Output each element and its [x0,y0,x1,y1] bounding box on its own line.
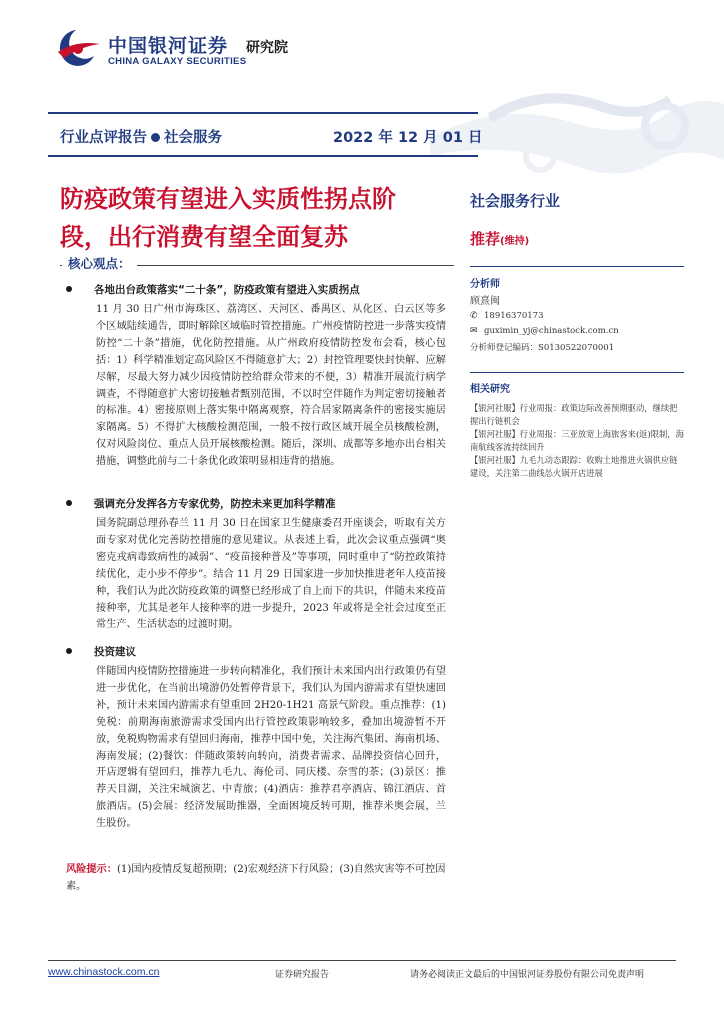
galaxy-logo-icon [48,26,104,70]
core-view-label: 核心观点： [62,254,137,272]
header-band-top [48,112,478,114]
related-research-item[interactable]: 【银河社服】九毛九动态跟踪：收购土地推进火锅供应链建设，关注第二曲线怂火锅开店进展 [470,455,678,478]
section-heading: 投资建议 [66,644,136,659]
report-type: 行业点评报告 社会服务 [60,130,222,146]
section-heading: 强调充分发挥各方专家优势，防控未来更加科学精准 [66,496,336,511]
analyst-name: 顾熹闽 [470,296,500,307]
mail-icon: ✉ [470,326,478,336]
section-body: 国务院副总理孙春兰 11 月 30 日在国家卫生健康委召开座谈会，听取有关方面专家对优化完善防控措施的意见建议。从表述上看，此次会议重点强调“奥密克戎病毒致病性的减弱”、“疫苗接种普及”等事项，同时重申了“防控政策持续优化，走小步不停步”。结合 11 月 29 日国家进一步加快推进老年人疫苗接种，我们认为此次防疫政策的调整已经形成了自上而下的共识，伴随未来疫苗接种率，尤其是老年人接种率的进一步提升，2023 年或将是全社会过度至正常生产、生活状态的过渡时期。 [96,518,446,631]
bullet-dot-icon [151,133,160,142]
brand-name-en: CHINA GALAXY SECURITIES [108,56,247,67]
section-body: 11 月 30 日广州市海珠区、荔湾区、天河区、番禺区、从化区、白云区等多个区域陆续通告，即时解除区域临时管控措施。广州疫情防控进一步落实疫情防控“二十条”措施，优化防控措施。从广州政府疫情防控发布会看，核心包括：1）科学精准划定高风险区不得随意扩大；2）封控管理要快封快解、应解尽解，尽最大努力减少因疫情防控给群众带来的不便，3）精准开展流行病学调查，不得随意扩大密切接触者甄别范围，不以时空伴随作为判定密切接触者的标准。4）密接原则上落实集中隔离观察，符合居家隔离条件的密接实施居家隔离。5）不得扩大核酸检测范围，一般不按行政区域开展全员核酸检测，仅对风险岗位、重点人员开展核酸检测。随后，深圳、成都等多地亦出台相关措施，调整此前与二十条优化政策明显相违背的措施。 [96,304,446,468]
footer-label: 证券研究报告 [275,970,330,980]
analyst-email[interactable]: ✉ guximin_yj@chinastock.com.cn [470,326,619,336]
header-band-bottom [48,155,478,157]
industry-name: 社会服务行业 [470,192,561,210]
related-research-list [470,402,684,480]
risk-warning: 风险提示：(1)国内疫情反复超预期；(2)宏观经济下行风险；(3)自然灾害等不可控因素。 [66,864,446,892]
related-research-heading: 相关研究 [470,384,510,395]
report-date: 2022 年 12 月 01 日 [333,130,483,146]
related-research-item[interactable]: 【银河社服】行业周报：政策边际改善预期驱动，继续把握出行链机会 [470,403,678,426]
bullet-dot-icon [66,500,72,506]
report-title: 防疫政策有望进入实质性拐点阶段，出行消费有望全面复苏 [60,185,396,251]
footer-divider [48,960,676,961]
sidebar-divider [470,372,684,373]
section-heading: 各地出台政策落实“二十条”，防疫政策有望进入实质拐点 [66,282,360,297]
institute-label: 研究院 [246,40,288,56]
analyst-cert: 分析师登记编码：S0130522070001 [470,343,615,353]
footer-disclaimer: 请务必阅读正文最后的中国银河证券股份有限公司免责声明 [410,970,645,980]
section-body: 伴随国内疫情防控措施进一步转向精准化，我们预计未来国内出行政策仍有望进一步优化，在当前出境游仍处暂停背景下，我们认为国内游需求有望快速回补，预计未来国内游需求有望重回 2H20-1H21 高景气阶段。重点推荐：(1)免税：前期海南旅游需求受国内出行管控政策影响较多，叠加出境游暂不开放，免税购物需求有望回归海南，推荐中国中免，关注海汽集团、海南机场、海南发展；(2)餐饮：伴随政策转向转向，消费者需求、品牌投资信心回升，开店逻辑有望回归，推荐九毛九、海伦司、同庆楼、奈雪的茶；(3)景区：推荐天目湖，关注宋城演艺、中青旅；(4)酒店：推荐君亭酒店、锦江酒店、首旅酒店。(5)会展：经济发展助推器，全面困境反转可期，推荐米奥会展，兰生股份。 [96,666,446,830]
bullet-dot-icon [66,648,72,654]
analyst-phone: ✆ 18916370173 [470,311,544,321]
rating-badge: 推荐(维持) [470,230,530,248]
footer-website-link[interactable]: www.chinastock.com.cn [48,966,160,978]
bullet-dot-icon [66,286,72,292]
analyst-heading: 分析师 [470,279,500,290]
related-research-item[interactable]: 【银河社服】行业周报：三亚放宽上海旅客来(返)限制，海南航线客流持续回升 [470,429,684,452]
brand-name-cn: 中国银河证券 [108,35,229,57]
phone-icon: ✆ [470,311,478,321]
sidebar-divider [470,266,684,267]
